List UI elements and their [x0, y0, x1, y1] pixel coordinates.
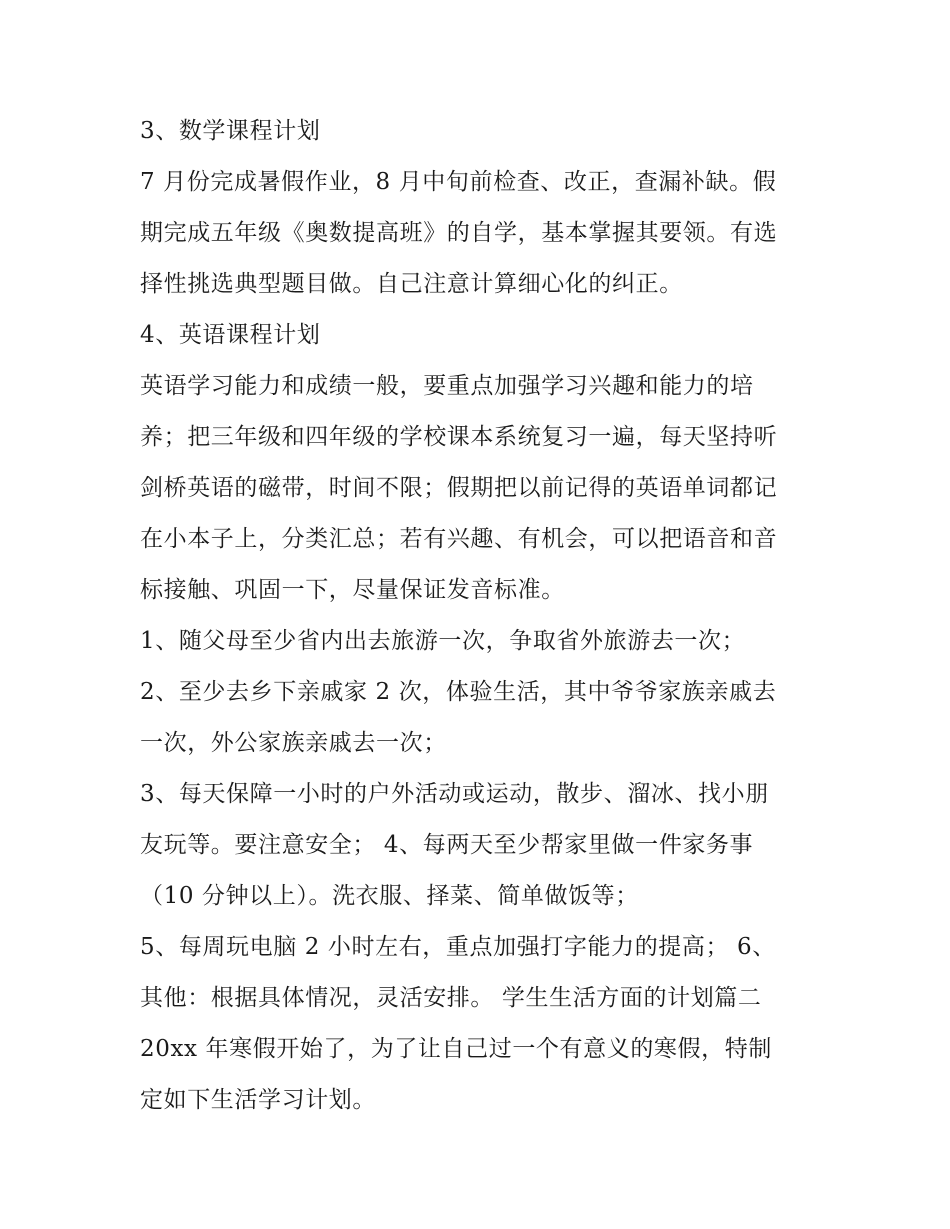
paragraph-line: 择性挑选典型题目做。自己注意计算细心化的纠正。 [140, 271, 683, 297]
list-item-5-6: 5、每周玩电脑 2 小时左右，重点加强打字能力的提高； 6、 [140, 934, 776, 960]
list-item-6-continued: 其他：根据具体情况，灵活安排。 学生生活方面的计划篇二 [140, 985, 762, 1011]
list-item-1: 1、随父母至少省内出去旅游一次，争取省外旅游去一次； [140, 628, 746, 654]
paragraph-line: 期完成五年级《奥数提高班》的自学，基本掌握其要领。有选 [140, 220, 778, 246]
list-item-3-4: 友玩等。要注意安全； 4、每两天至少帮家里做一件家务事 [140, 832, 754, 858]
document-body [140, 106, 820, 1126]
paragraph-line: 在小本子上，分类汇总；若有兴趣、有机会，可以把语音和音 [140, 526, 778, 552]
list-item-4-continued: （10 分钟以上）。洗衣服、择菜、简单做饭等； [140, 883, 639, 909]
paragraph-line: 7 月份完成暑假作业，8 月中旬前检查、改正，查漏补缺。假 [140, 169, 777, 195]
paragraph-line: 养；把三年级和四年级的学校课本系统复习一遍，每天坚持听 [140, 424, 778, 450]
section-heading-english: 4、英语课程计划 [140, 322, 321, 348]
section-heading-math: 3、数学课程计划 [140, 118, 321, 144]
paragraph-line: 英语学习能力和成绩一般，要重点加强学习兴趣和能力的培 [140, 373, 754, 399]
paragraph-line: 20xx 年寒假开始了，为了让自己过一个有意义的寒假，特制 [140, 1036, 772, 1062]
list-item-3: 3、每天保障一小时的户外活动或运动，散步、溜冰、找小朋 [140, 781, 769, 807]
paragraph-line: 定如下生活学习计划。 [140, 1087, 376, 1113]
paragraph-line: 标接触、巩固一下，尽量保证发音标准。 [140, 577, 565, 603]
paragraph-line: 剑桥英语的磁带，时间不限；假期把以前记得的英语单词都记 [140, 475, 778, 501]
list-item-2: 2、至少去乡下亲戚家 2 次，体验生活，其中爷爷家族亲戚去 [140, 679, 777, 705]
list-item-2-continued: 一次，外公家族亲戚去一次； [140, 730, 447, 756]
